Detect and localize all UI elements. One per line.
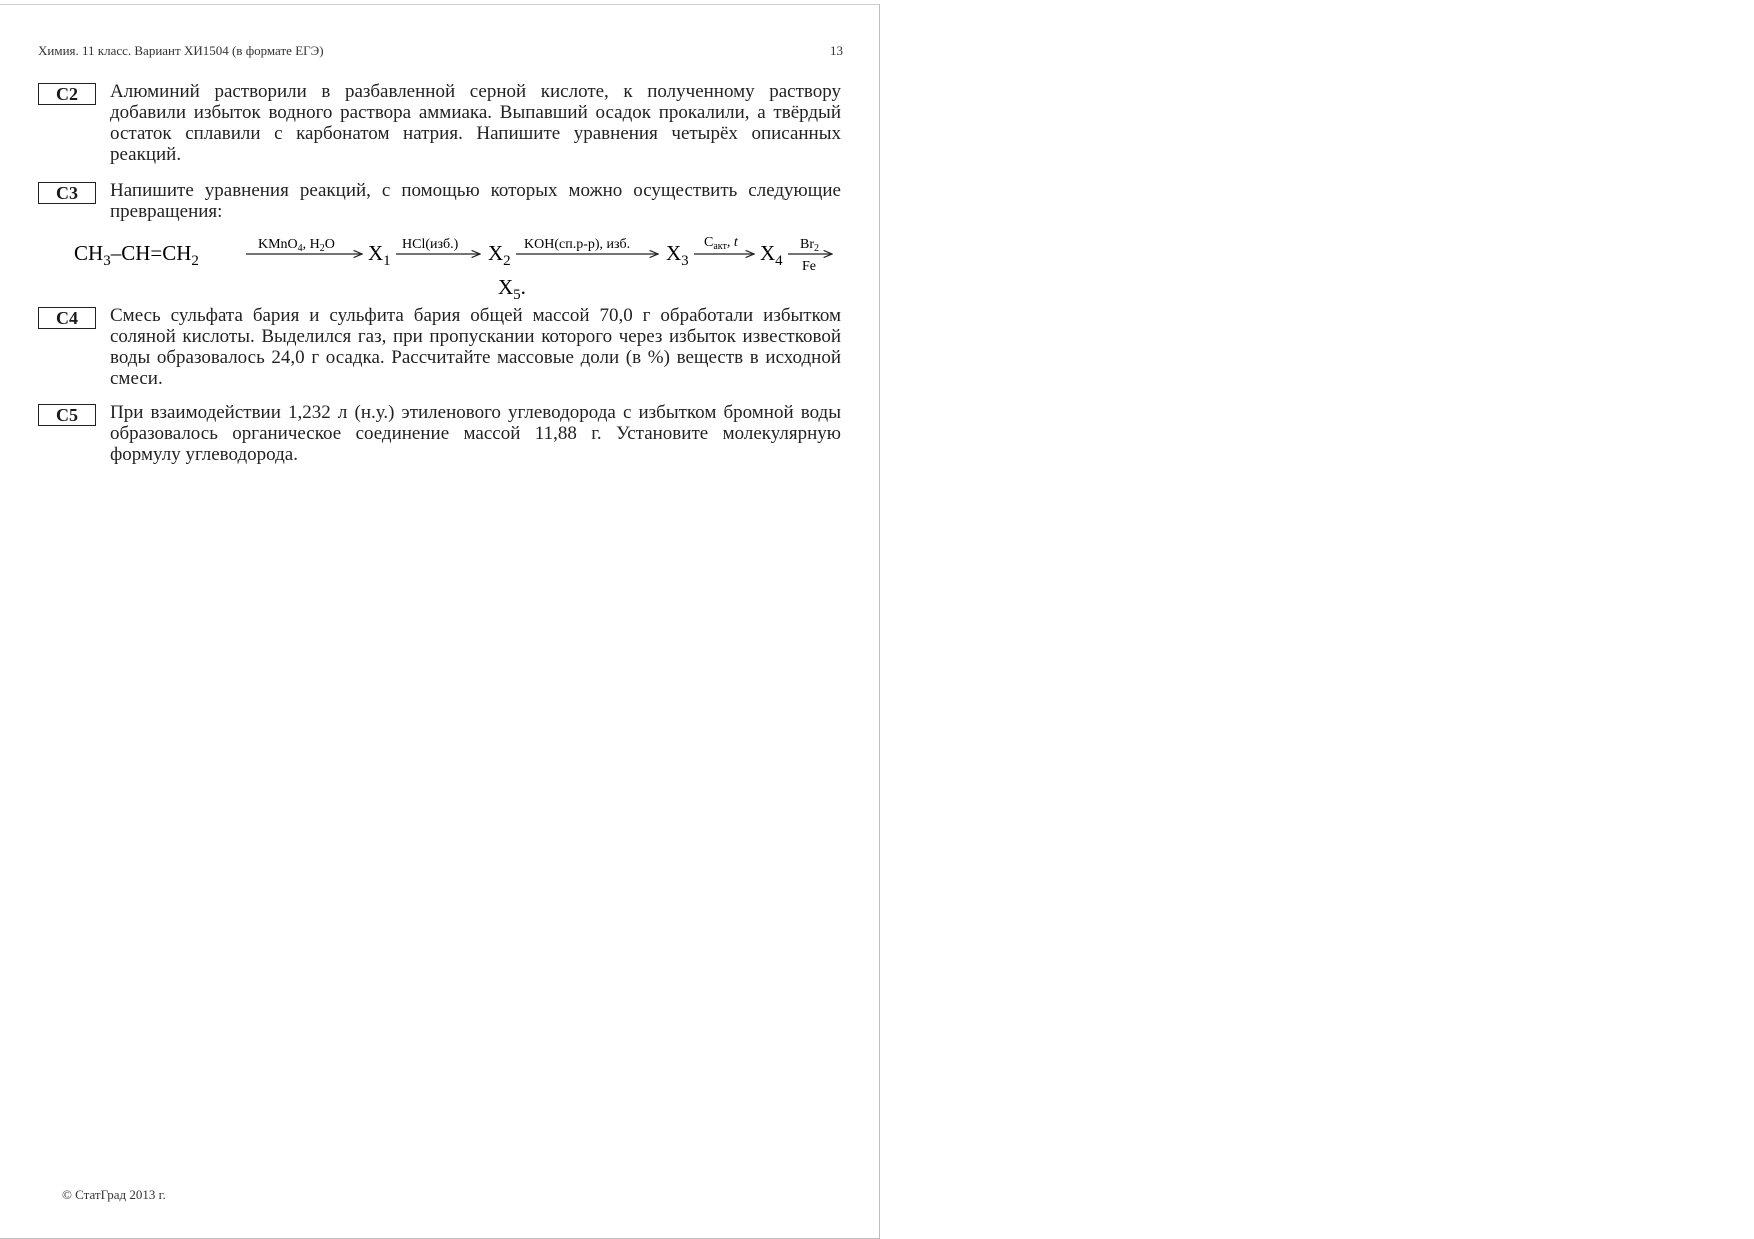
task-c2 (38, 81, 841, 171)
arrow-2-reagent: HCl(изб.) (402, 237, 459, 252)
arrow-5-catalyst: Fe (802, 259, 816, 274)
task-text: Алюминий растворили в разбавленной серной кислоте, к полученному раствору добавили избыток водного раствора аммиака. Выпавший осадок прокалили, а твёрдый остаток сплавили с карбонатом натрия. Напишите уравнения четырёх описанных реакций. (110, 81, 841, 165)
start-compound: $CH_3-CH=CH_2$ (74, 241, 199, 269)
copyright-footer: © СтатГрад 2013 г. (62, 1187, 166, 1202)
task-text: При взаимодействии 1,232 л (н.у.) этиленового углеводорода с избытком бромной воды образовалось органическое соединение массой 11,88 г. Установите молекулярную формулу углеводорода. (110, 402, 841, 465)
compound-x3: $X_3$ (666, 241, 689, 269)
task-c3 (38, 180, 841, 303)
compound-x5: $X_5$. (498, 275, 526, 303)
task-c4 (38, 305, 841, 395)
task-label: C5 (38, 404, 96, 426)
compound-x2: $X_2$ (488, 241, 511, 269)
arrow-4-reagent: $C_{акт}$, t (704, 235, 738, 252)
document-page (0, 4, 880, 1239)
reaction-scheme-svg (74, 230, 850, 303)
reaction-scheme (74, 230, 850, 303)
task-label: C4 (38, 307, 96, 329)
arrow-5-reagent: $Br_2$ (800, 237, 819, 254)
compound-x1: $X_1$ (368, 241, 391, 269)
header-title: Химия. 11 класс. Вариант ХИ1504 (в формате ЕГЭ) (38, 43, 324, 58)
arrow-1-reagent: KMnO$_4$, $H_2O$ (258, 237, 335, 254)
task-text: Смесь сульфата бария и сульфита бария общей массой 70,0 г обработали избытком соляной кислоты. Выделился газ, при пропускании которого через избыток известковой воды образовалось 24,0 г осадка. Рассчитайте массовые доли (в %) веществ в исходной смеси. (110, 305, 841, 389)
compound-x4: $X_4$ (760, 241, 783, 269)
arrow-3-reagent: KOH(сп.р-р), изб. (524, 237, 631, 252)
page-number: 13 (830, 43, 843, 58)
task-label: C2 (38, 83, 96, 105)
task-c5 (38, 402, 841, 472)
task-text: Напишите уравнения реакций, с помощью которых можно осуществить следующие превращения: (110, 180, 841, 222)
task-label: C3 (38, 182, 96, 204)
page-header (38, 43, 843, 59)
